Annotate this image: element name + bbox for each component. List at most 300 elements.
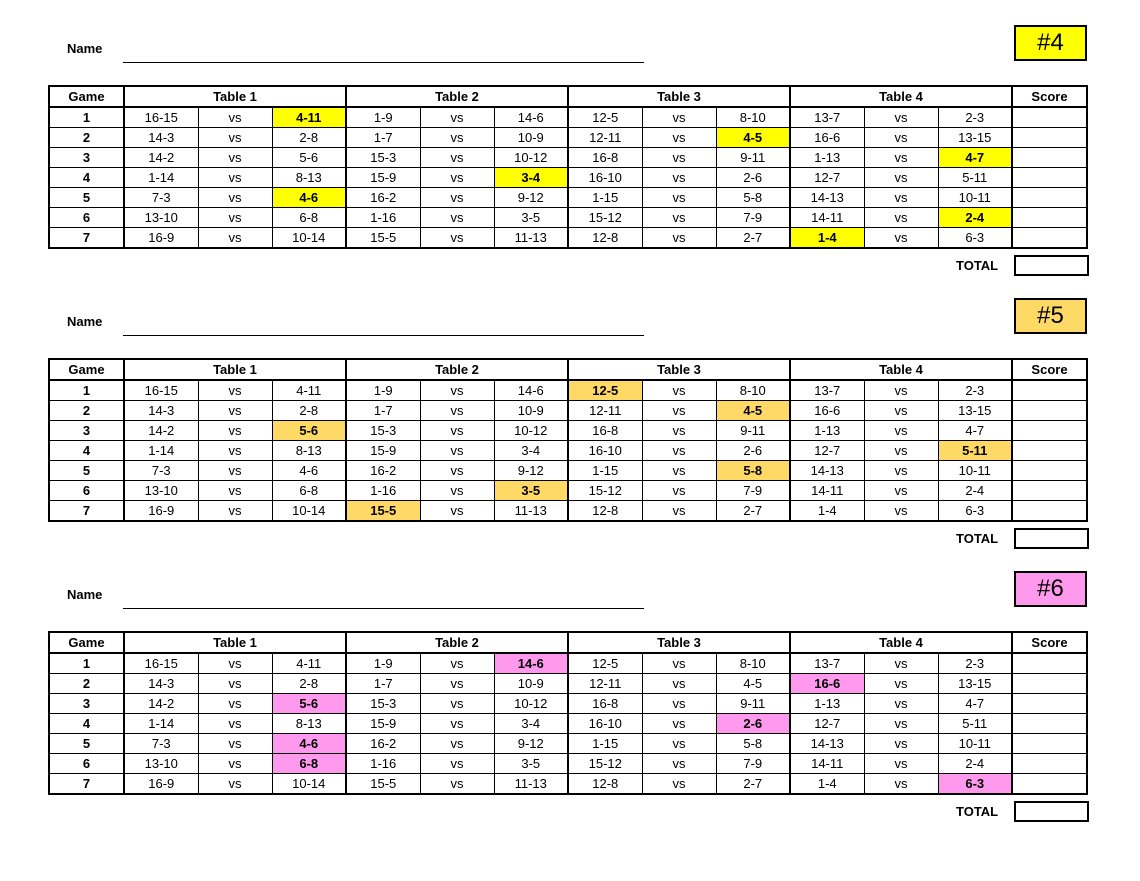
vs-label: vs [864,380,938,401]
vs-label: vs [198,421,272,441]
team-a-cell: 1-14 [124,441,198,461]
total-score-cell[interactable] [1014,801,1089,822]
team-b-cell: 10-12 [494,421,568,441]
team-a-cell: 1-14 [124,714,198,734]
vs-label: vs [864,148,938,168]
table-row [49,754,1087,774]
team-a-cell: 1-14 [124,168,198,188]
team-b-cell: 2-3 [938,107,1012,128]
team-b-cell: 10-9 [494,128,568,148]
table-row [49,107,1087,128]
team-a-cell: 16-8 [568,421,642,441]
table-header-row [49,359,1087,380]
game-number: 5 [49,734,124,754]
highlighted-team-cell: 4-7 [938,148,1012,168]
table-row [49,734,1087,754]
table-2-header: Table 2 [346,86,568,107]
team-b-cell: 9-12 [494,734,568,754]
table-header-row [49,632,1087,653]
vs-label: vs [864,208,938,228]
vs-label: vs [642,228,716,249]
name-label: Name [67,587,103,602]
team-a-cell: 1-13 [790,148,864,168]
team-a-cell: 7-3 [124,461,198,481]
team-b-cell: 8-10 [716,380,790,401]
name-label: Name [67,314,103,329]
vs-label: vs [420,734,494,754]
score-cell[interactable] [1012,694,1087,714]
vs-label: vs [198,774,272,795]
score-cell[interactable] [1012,421,1087,441]
highlighted-team-cell: 5-6 [272,694,346,714]
team-a-cell: 1-15 [568,188,642,208]
vs-label: vs [864,421,938,441]
table-row [49,128,1087,148]
vs-label: vs [420,754,494,774]
vs-label: vs [198,461,272,481]
team-a-cell: 13-10 [124,208,198,228]
team-a-cell: 15-5 [346,774,420,795]
vs-label: vs [420,501,494,522]
team-b-cell: 5-11 [938,714,1012,734]
game-header: Game [49,359,124,380]
table-row [49,674,1087,694]
team-b-cell: 2-8 [272,674,346,694]
score-cell[interactable] [1012,653,1087,674]
team-b-cell: 14-6 [494,380,568,401]
vs-label: vs [198,401,272,421]
vs-label: vs [864,128,938,148]
team-b-cell: 2-7 [716,774,790,795]
vs-label: vs [198,501,272,522]
vs-label: vs [642,674,716,694]
team-b-cell: 5-8 [716,734,790,754]
table-row [49,148,1087,168]
table-row [49,501,1087,522]
team-b-cell: 4-11 [272,653,346,674]
team-a-cell: 1-13 [790,421,864,441]
vs-label: vs [420,107,494,128]
team-a-cell: 1-13 [790,694,864,714]
vs-label: vs [420,774,494,795]
score-cell[interactable] [1012,714,1087,734]
vs-label: vs [198,188,272,208]
highlighted-team-cell: 4-6 [272,188,346,208]
matchup-table [48,85,1088,249]
score-cell[interactable] [1012,401,1087,421]
score-cell[interactable] [1012,228,1087,249]
team-a-cell: 12-11 [568,128,642,148]
score-cell[interactable] [1012,754,1087,774]
team-b-cell: 10-9 [494,674,568,694]
team-a-cell: 12-5 [568,107,642,128]
table-row [49,774,1087,795]
team-a-cell: 15-3 [346,148,420,168]
game-number: 7 [49,228,124,249]
table-1-header: Table 1 [124,86,346,107]
total-label: TOTAL [956,804,999,819]
team-b-cell: 10-11 [938,188,1012,208]
score-cell[interactable] [1012,734,1087,754]
team-a-cell: 1-9 [346,653,420,674]
team-b-cell: 2-8 [272,128,346,148]
game-number: 3 [49,148,124,168]
name-field[interactable] [123,608,644,609]
vs-label: vs [198,481,272,501]
team-a-cell: 16-9 [124,228,198,249]
team-a-cell: 16-9 [124,774,198,795]
team-b-cell: 8-10 [716,653,790,674]
team-a-cell: 15-12 [568,208,642,228]
team-b-cell: 11-13 [494,228,568,249]
team-a-cell: 15-12 [568,481,642,501]
team-b-cell: 8-10 [716,107,790,128]
score-header: Score [1012,359,1087,380]
team-a-cell: 16-8 [568,148,642,168]
team-b-cell: 3-5 [494,754,568,774]
vs-label: vs [420,401,494,421]
sheet-number-badge: #5 [1014,298,1087,334]
table-row [49,461,1087,481]
score-cell[interactable] [1012,441,1087,461]
team-a-cell: 16-15 [124,380,198,401]
team-b-cell: 4-7 [938,421,1012,441]
vs-label: vs [420,674,494,694]
vs-label: vs [864,754,938,774]
highlighted-team-cell: 15-5 [346,501,420,522]
team-a-cell: 13-10 [124,754,198,774]
vs-label: vs [642,401,716,421]
vs-label: vs [198,441,272,461]
team-b-cell: 2-3 [938,653,1012,674]
game-header: Game [49,86,124,107]
team-a-cell: 14-11 [790,481,864,501]
table-row [49,188,1087,208]
team-b-cell: 9-11 [716,694,790,714]
team-a-cell: 1-7 [346,401,420,421]
team-b-cell: 10-12 [494,148,568,168]
team-a-cell: 16-10 [568,714,642,734]
game-number: 6 [49,754,124,774]
team-b-cell: 3-4 [494,714,568,734]
game-number: 5 [49,188,124,208]
vs-label: vs [198,694,272,714]
team-b-cell: 2-6 [716,168,790,188]
team-a-cell: 15-9 [346,168,420,188]
game-number: 7 [49,501,124,522]
team-b-cell: 4-7 [938,694,1012,714]
team-a-cell: 14-11 [790,208,864,228]
total-label: TOTAL [956,531,999,546]
highlighted-team-cell: 5-11 [938,441,1012,461]
highlighted-team-cell: 3-5 [494,481,568,501]
team-b-cell: 13-15 [938,128,1012,148]
vs-label: vs [864,653,938,674]
vs-label: vs [642,714,716,734]
team-b-cell: 2-7 [716,228,790,249]
team-b-cell: 6-3 [938,228,1012,249]
score-cell[interactable] [1012,208,1087,228]
team-b-cell: 10-12 [494,694,568,714]
table-header-row [49,86,1087,107]
vs-label: vs [198,653,272,674]
team-a-cell: 1-16 [346,208,420,228]
game-number: 7 [49,774,124,795]
vs-label: vs [642,774,716,795]
team-a-cell: 14-13 [790,734,864,754]
team-a-cell: 1-15 [568,461,642,481]
vs-label: vs [420,441,494,461]
team-b-cell: 14-6 [494,107,568,128]
vs-label: vs [420,694,494,714]
team-b-cell: 10-11 [938,461,1012,481]
game-number: 1 [49,380,124,401]
team-a-cell: 13-7 [790,380,864,401]
vs-label: vs [864,694,938,714]
score-cell[interactable] [1012,501,1087,522]
score-cell[interactable] [1012,380,1087,401]
team-a-cell: 1-15 [568,734,642,754]
team-a-cell: 16-10 [568,168,642,188]
table-row [49,653,1087,674]
team-a-cell: 14-13 [790,461,864,481]
team-b-cell: 10-11 [938,734,1012,754]
team-a-cell: 14-3 [124,128,198,148]
team-a-cell: 12-7 [790,441,864,461]
team-b-cell: 2-4 [938,481,1012,501]
team-b-cell: 8-13 [272,168,346,188]
game-number: 2 [49,401,124,421]
team-a-cell: 1-7 [346,128,420,148]
total-score-cell[interactable] [1014,255,1089,276]
team-b-cell: 6-8 [272,481,346,501]
team-a-cell: 12-11 [568,401,642,421]
team-a-cell: 15-9 [346,441,420,461]
score-cell[interactable] [1012,128,1087,148]
vs-label: vs [642,754,716,774]
highlighted-team-cell: 16-6 [790,674,864,694]
team-b-cell: 10-14 [272,501,346,522]
total-label: TOTAL [956,258,999,273]
highlighted-team-cell: 1-4 [790,228,864,249]
score-cell[interactable] [1012,168,1087,188]
team-b-cell: 6-8 [272,208,346,228]
name-label: Name [67,41,103,56]
team-a-cell: 16-6 [790,128,864,148]
team-b-cell: 8-13 [272,441,346,461]
table-4-header: Table 4 [790,632,1012,653]
team-a-cell: 16-2 [346,188,420,208]
vs-label: vs [642,208,716,228]
team-a-cell: 14-2 [124,694,198,714]
vs-label: vs [642,188,716,208]
highlighted-team-cell: 2-4 [938,208,1012,228]
team-a-cell: 1-9 [346,380,420,401]
team-b-cell: 4-5 [716,674,790,694]
table-row [49,441,1087,461]
team-a-cell: 14-3 [124,401,198,421]
vs-label: vs [864,481,938,501]
score-cell[interactable] [1012,107,1087,128]
team-a-cell: 15-9 [346,714,420,734]
vs-label: vs [198,208,272,228]
vs-label: vs [420,188,494,208]
team-b-cell: 7-9 [716,481,790,501]
sheet-number-badge: #6 [1014,571,1087,607]
highlighted-team-cell: 5-8 [716,461,790,481]
team-a-cell: 12-7 [790,714,864,734]
team-b-cell: 3-4 [494,441,568,461]
team-a-cell: 12-8 [568,774,642,795]
score-sheet-5 [0,297,1140,557]
team-a-cell: 12-7 [790,168,864,188]
highlighted-team-cell: 6-3 [938,774,1012,795]
vs-label: vs [420,714,494,734]
score-cell[interactable] [1012,461,1087,481]
vs-label: vs [198,754,272,774]
highlighted-team-cell: 4-5 [716,128,790,148]
team-b-cell: 10-14 [272,774,346,795]
game-number: 3 [49,421,124,441]
highlighted-team-cell: 12-5 [568,380,642,401]
team-a-cell: 13-10 [124,481,198,501]
vs-label: vs [420,461,494,481]
name-field[interactable] [123,335,644,336]
team-b-cell: 9-11 [716,148,790,168]
vs-label: vs [420,128,494,148]
vs-label: vs [642,501,716,522]
team-a-cell: 16-15 [124,653,198,674]
team-a-cell: 14-2 [124,148,198,168]
game-number: 1 [49,653,124,674]
table-row [49,380,1087,401]
highlighted-team-cell: 4-6 [272,734,346,754]
vs-label: vs [642,441,716,461]
table-1-header: Table 1 [124,359,346,380]
team-b-cell: 4-6 [272,461,346,481]
team-a-cell: 12-11 [568,674,642,694]
team-b-cell: 9-12 [494,461,568,481]
vs-label: vs [642,653,716,674]
vs-label: vs [864,501,938,522]
vs-label: vs [198,674,272,694]
team-b-cell: 11-13 [494,501,568,522]
matchup-table [48,358,1088,522]
score-cell[interactable] [1012,188,1087,208]
vs-label: vs [642,168,716,188]
team-b-cell: 9-12 [494,188,568,208]
team-a-cell: 14-11 [790,754,864,774]
highlighted-team-cell: 3-4 [494,168,568,188]
team-a-cell: 15-3 [346,694,420,714]
highlighted-team-cell: 2-6 [716,714,790,734]
team-b-cell: 2-3 [938,380,1012,401]
team-a-cell: 12-8 [568,228,642,249]
game-number: 4 [49,168,124,188]
highlighted-team-cell: 5-6 [272,421,346,441]
name-field[interactable] [123,62,644,63]
highlighted-team-cell: 4-11 [272,107,346,128]
team-a-cell: 1-4 [790,501,864,522]
vs-label: vs [864,774,938,795]
team-b-cell: 5-11 [938,168,1012,188]
vs-label: vs [198,714,272,734]
game-number: 4 [49,441,124,461]
team-a-cell: 16-10 [568,441,642,461]
team-b-cell: 3-5 [494,208,568,228]
sheet-number-badge: #4 [1014,25,1087,61]
team-a-cell: 13-7 [790,107,864,128]
team-b-cell: 13-15 [938,401,1012,421]
team-a-cell: 1-9 [346,107,420,128]
vs-label: vs [420,421,494,441]
team-b-cell: 11-13 [494,774,568,795]
score-sheet-6 [0,570,1140,830]
vs-label: vs [864,401,938,421]
team-a-cell: 12-8 [568,501,642,522]
team-b-cell: 9-11 [716,421,790,441]
vs-label: vs [642,380,716,401]
vs-label: vs [420,653,494,674]
table-row [49,481,1087,501]
team-a-cell: 13-7 [790,653,864,674]
highlighted-team-cell: 6-8 [272,754,346,774]
team-b-cell: 10-14 [272,228,346,249]
team-a-cell: 16-2 [346,461,420,481]
team-b-cell: 2-7 [716,501,790,522]
total-score-cell[interactable] [1014,528,1089,549]
team-a-cell: 15-12 [568,754,642,774]
team-a-cell: 15-3 [346,421,420,441]
team-a-cell: 16-6 [790,401,864,421]
team-a-cell: 16-9 [124,501,198,522]
vs-label: vs [642,734,716,754]
team-b-cell: 6-3 [938,501,1012,522]
vs-label: vs [864,441,938,461]
team-a-cell: 16-8 [568,694,642,714]
game-number: 5 [49,461,124,481]
vs-label: vs [198,380,272,401]
team-b-cell: 5-6 [272,148,346,168]
score-cell[interactable] [1012,148,1087,168]
table-3-header: Table 3 [568,359,790,380]
team-a-cell: 1-16 [346,754,420,774]
table-2-header: Table 2 [346,359,568,380]
game-header: Game [49,632,124,653]
vs-label: vs [864,714,938,734]
score-cell[interactable] [1012,674,1087,694]
vs-label: vs [420,148,494,168]
score-cell[interactable] [1012,774,1087,795]
score-sheet-4 [0,24,1140,284]
score-header: Score [1012,86,1087,107]
vs-label: vs [420,228,494,249]
team-a-cell: 7-3 [124,188,198,208]
team-b-cell: 8-13 [272,714,346,734]
game-number: 1 [49,107,124,128]
vs-label: vs [642,421,716,441]
vs-label: vs [198,107,272,128]
vs-label: vs [198,128,272,148]
team-b-cell: 13-15 [938,674,1012,694]
score-cell[interactable] [1012,481,1087,501]
vs-label: vs [642,128,716,148]
vs-label: vs [864,107,938,128]
highlighted-team-cell: 4-5 [716,401,790,421]
vs-label: vs [642,694,716,714]
team-a-cell: 16-15 [124,107,198,128]
table-3-header: Table 3 [568,86,790,107]
